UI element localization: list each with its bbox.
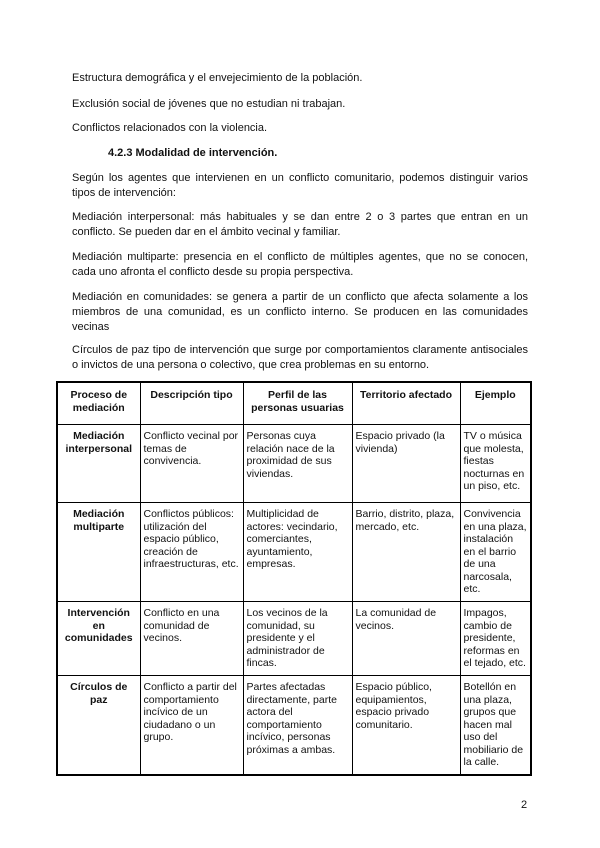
paragraph-mediacion-comunidades: Mediación en comunidades: se genera a partir de un conflicto que afecta solamente a los miembros de una comunidad, es un conflicto interno. Se producen en las comunidades vecinas	[72, 291, 528, 333]
table-cell: Personas cuya relación nace de la proximidad de sus viviendas.	[243, 425, 352, 503]
paragraph-circulos-de-paz: Círculos de paz tipo de intervención que surge por comportamientos claramente antisociales o invictos de una persona o colectivo, que crea problemas en su entorno.	[72, 344, 528, 371]
header-descripcion-tipo: Descripción tipo	[140, 382, 243, 425]
table-cell: Barrio, distrito, plaza, mercado, etc.	[352, 503, 460, 602]
table-cell: Partes afectadas directamente, parte actora del comportamiento incívico, personas próximas a ambas.	[243, 676, 352, 775]
table-cell: Conflictos públicos: utilización del espacio público, creación de infraestructuras, etc.	[140, 503, 243, 602]
paragraph-youth-exclusion: Exclusión social de jóvenes que no estudian ni trabajan.	[72, 98, 346, 110]
paragraph-violence-conflicts: Conflictos relacionados con la violencia.	[72, 122, 268, 134]
table-cell-process: Mediación interpersonal	[57, 425, 140, 503]
table-cell: Conflicto en una comunidad de vecinos.	[140, 602, 243, 676]
paragraph-mediacion-multiparte: Mediación multiparte: presencia en el conflicto de múltiples agentes, que no se conocen, cada uno afronta el conflicto desde su propia perspectiva.	[72, 251, 528, 278]
table-cell: Conflicto vecinal por temas de convivencia.	[140, 425, 243, 503]
paragraph-intro: Según los agentes que intervienen en un conflicto comunitario, podemos distinguir varios tipos de intervención:	[72, 172, 528, 199]
header-perfil-personas: Perfil de las personas usuarias	[243, 382, 352, 425]
paragraph-demographic-structure: Estructura demográfica y el envejecimiento de la población.	[72, 72, 363, 84]
header-territorio-afectado: Territorio afectado	[352, 382, 460, 425]
page-number: 2	[521, 799, 528, 811]
table-cell-process: Mediación multiparte	[57, 503, 140, 602]
intervention-types-table	[56, 381, 532, 776]
table-cell: Botellón en una plaza, grupos que hacen mal uso del mobiliario de la calle.	[460, 676, 531, 775]
table-cell: Convivencia en una plaza, instalación en el barrio de una narcosala, etc.	[460, 503, 531, 602]
header-ejemplo: Ejemplo	[460, 382, 531, 425]
header-proceso-mediacion: Proceso de mediación	[57, 382, 140, 425]
table-cell: Conflicto a partir del comportamiento incívico de un ciudadano o un grupo.	[140, 676, 243, 775]
table-cell: Espacio privado (la vivienda)	[352, 425, 460, 503]
table-cell: Multiplicidad de actores: vecindario, comerciantes, ayuntamiento, empresas.	[243, 503, 352, 602]
table-cell: Espacio público, equipamientos, espacio privado comunitario.	[352, 676, 460, 775]
table-cell: La comunidad de vecinos.	[352, 602, 460, 676]
table-cell: Impagos, cambio de presidente, reformas en el tejado, etc.	[460, 602, 531, 676]
table-row	[57, 425, 531, 503]
table-cell-process: Círculos de paz	[57, 676, 140, 775]
table-row	[57, 676, 531, 775]
table-header-row	[57, 382, 531, 425]
table-row	[57, 503, 531, 602]
table-cell-process: Intervención en comunidades	[57, 602, 140, 676]
table-cell: TV o música que molesta, fiestas nocturnas en un piso, etc.	[460, 425, 531, 503]
paragraph-mediacion-interpersonal: Mediación interpersonal: más habituales y se dan entre 2 o 3 partes que entran en un conflicto. Se pueden dar en el ámbito vecinal y familiar.	[72, 211, 528, 238]
table-cell: Los vecinos de la comunidad, su presidente y el administrador de fincas.	[243, 602, 352, 676]
table-row	[57, 602, 531, 676]
section-heading: 4.2.3 Modalidad de intervención.	[108, 147, 278, 159]
